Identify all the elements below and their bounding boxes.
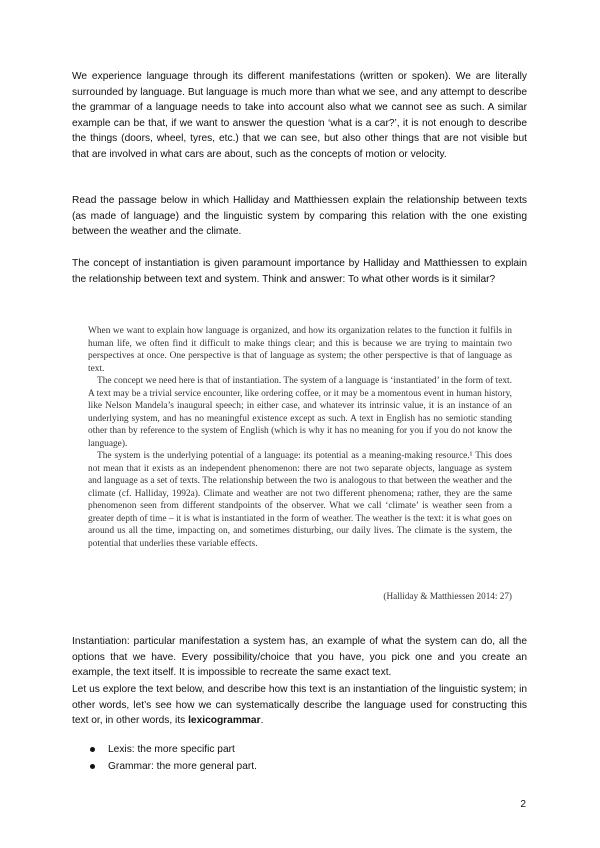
list-item [90,758,257,775]
lexicogrammar-term: lexicogrammar [188,715,261,727]
page-number: 2 [520,799,526,810]
quote-paragraph-1: When we want to explain how language is organized, and how its organization relates to the function it fulfils in human life, we often find it difficult to make things clear; and this is because we are trying to maintain two perspectives at once. One perspective is that of language as system; the other perspective is that of language as text. [88,326,512,374]
quote-citation: (Halliday & Matthiessen 2014: 27) [383,591,512,601]
instantiation-definition-paragraph: Instantiation: particular manifestation a system has, an example of what the system can do, all the options that we have. Every possibility/choice that you have, you pick one and you create an example, the text itself. It is impossible to recreate the same exact text. [72,636,527,679]
list-item [90,741,257,758]
bullet-dot-icon [90,747,95,752]
lexicogrammar-paragraph [72,682,527,729]
halliday-quote-block [88,325,512,550]
lexicogrammar-paragraph-text: Let us explore the text below, and describe how this text is an instantiation of the linguistic system; in other words, let’s see how we can systematically describe the language used for constructing this text or, in other words, its [72,684,527,727]
instantiation-question-paragraph: The concept of instantiation is given paramount importance by Halliday and Matthiessen to explain the relationship between text and system. Think and answer: To what other words is it similar? [72,258,527,285]
reading-instruction-paragraph: Read the passage below in which Halliday and Matthiessen explain the relationship between texts (as made of language) and the linguistic system by comparing this relation with the one existing between the weather and the climate. [72,195,527,238]
intro-paragraph: We experience language through its different manifestations (written or spoken). We are literally surrounded by language. But language is much more than what we see, and any attempt to describe the grammar of a language needs to take into account also what we cannot see as such. A similar example can be that, if we want to answer the question ‘what is a car?’, it is not enough to describe the things (doors, wheel, tyres, etc.) that we can see, but also other things that are not visible but that are involved in what cars are about, such as the concepts of motion or velocity. [72,71,527,160]
bullet-text: Lexis: the more specific part [108,744,235,755]
quote-paragraph-2: The concept we need here is that of instantiation. The system of a language is ‘instantiated’ in the form of text. A text may be a trivial service encounter, like ordering coffee, or it may be a momentous event in human history, like Nelson Mandela’s inaugural speech; in either case, and whatever its intrinsic value, it is an instance of an underlying system, and has no meaningful existence except as such. A text in English has no semiotic standing other than by reference to the system of English (which is why it has no meaning for you if you do not know the language). [88,376,512,449]
bullet-dot-icon [90,764,95,769]
lexicogrammar-paragraph-end: . [260,715,264,727]
bullet-text: Grammar: the more general part. [108,761,257,772]
quote-paragraph-3: The system is the underlying potential of a language: its potential as a meaning-making resource.¹ This does not mean that it exists as an independent phenomenon: there are not two separate objects, language as system and language as a set of texts. The relationship between the two is analogous to that between the weather and the climate (cf. Halliday, 1992a). Climate and weather are not two different phenomena; rather, they are the same phenomenon seen from different standpoints of the observer. What we call ‘climate’ is weather seen from a greater depth of time – it is what is instantiated in the form of weather. The weather is the text: it is what goes on around us all the time, impacting on, and sometimes disturbing, our daily lives. The climate is the system, the potential that underlies these variable effects. [88,451,512,549]
bullet-list [90,741,257,775]
